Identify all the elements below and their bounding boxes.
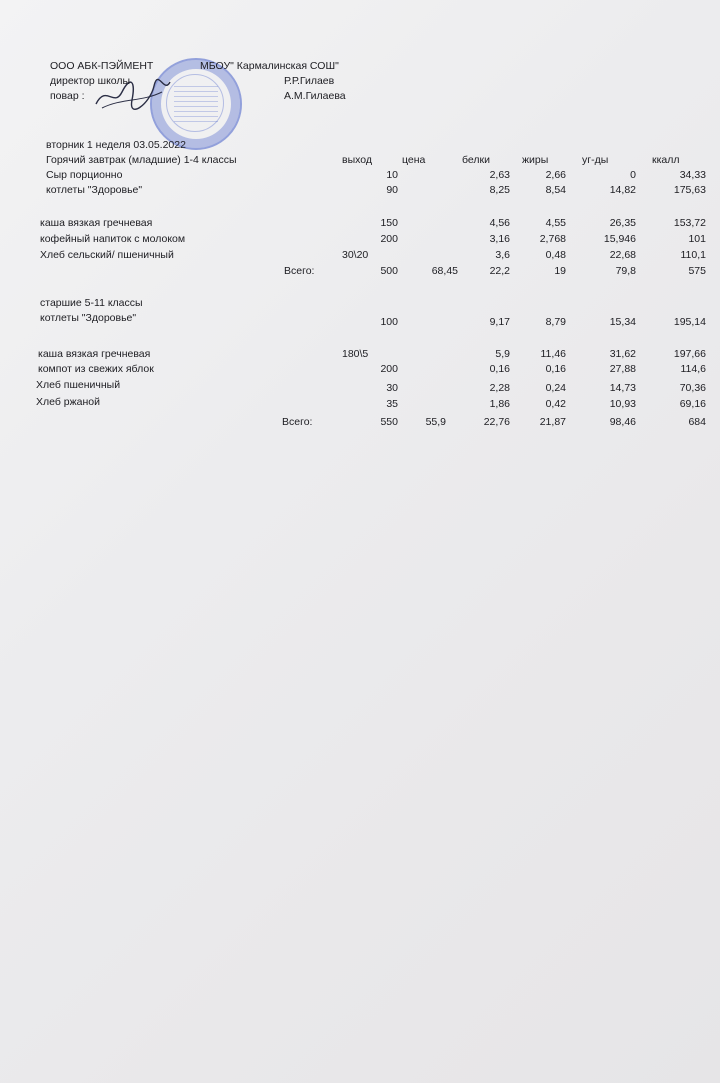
cell-kkal: 101 [688, 233, 706, 245]
cell-kkal: 114,6 [680, 363, 706, 375]
cell-belki: 2,28 [489, 382, 510, 394]
col-header-ugdy: уг-ды [582, 154, 609, 166]
cell-zhiry: 21,87 [539, 416, 566, 428]
cell-vykhod: 150 [380, 217, 398, 229]
cell-vykhod: 35 [386, 398, 398, 410]
col-header-cena: цена [402, 154, 426, 166]
cell-zhiry: 2,768 [539, 233, 566, 245]
cell-zhiry: 4,55 [545, 217, 566, 229]
cell-kkal: 195,14 [673, 316, 706, 328]
cell-ugdy: 0 [630, 169, 636, 181]
dish-name: компот из свежих яблок [38, 363, 154, 375]
cell-vykhod: 200 [380, 363, 398, 375]
cell-ugdy: 98,46 [609, 416, 636, 428]
cook-label: повар : [50, 90, 85, 102]
cell-zhiry: 8,79 [545, 316, 566, 328]
cell-kkal: 110,1 [680, 249, 706, 261]
cell-ugdy: 27,88 [609, 363, 636, 375]
cell-belki: 22,76 [483, 416, 510, 428]
dish-name: Хлеб сельский/ пшеничный [40, 249, 174, 261]
dish-name: котлеты "Здоровье" [40, 312, 137, 324]
dish-name: каша вязкая гречневая [38, 348, 151, 360]
cell-cena: 55,9 [425, 416, 446, 428]
cell-vykhod: 30\20 [342, 249, 369, 261]
director-label: директор школы [50, 75, 131, 87]
cell-belki: 9,17 [489, 316, 510, 328]
cell-ugdy: 14,82 [609, 184, 636, 196]
dish-name: Хлеб пшеничный [36, 379, 121, 391]
cell-cena: 68,45 [431, 265, 458, 277]
total-label: Всего: [284, 265, 315, 277]
dish-name: каша вязкая гречневая [40, 217, 153, 229]
cell-zhiry: 11,46 [540, 348, 566, 360]
cell-belki: 8,25 [489, 184, 510, 196]
cell-kkal: 69,16 [679, 398, 706, 410]
dish-name: кофейный напиток с молоком [40, 233, 186, 245]
cell-zhiry: 0,24 [545, 382, 566, 394]
cell-kkal: 34,33 [679, 169, 706, 181]
cell-vykhod: 90 [386, 184, 398, 196]
dish-name: Сыр порционно [46, 169, 123, 181]
cell-vykhod: 30 [386, 382, 398, 394]
cell-zhiry: 0,42 [545, 398, 566, 410]
cell-vykhod: 550 [380, 416, 398, 428]
school-name: МБОУ" Кармалинская СОШ" [200, 60, 339, 72]
cell-ugdy: 14,73 [609, 382, 636, 394]
company-name: ООО АБК-ПЭЙМЕНТ [50, 60, 154, 72]
col-header-vykhod: выход [342, 154, 372, 166]
cell-ugdy: 22,68 [609, 249, 636, 261]
cell-vykhod: 500 [380, 265, 398, 277]
cell-zhiry: 0,16 [545, 363, 566, 375]
cell-vykhod: 10 [386, 169, 398, 181]
cell-kkal: 175,63 [673, 184, 706, 196]
cell-kkal: 684 [688, 416, 706, 428]
cell-ugdy: 15,946 [603, 233, 636, 245]
cell-zhiry: 8,54 [545, 184, 566, 196]
cell-belki: 1,86 [489, 398, 510, 410]
cell-vykhod: 180\5 [342, 348, 369, 360]
cell-ugdy: 79,8 [615, 265, 636, 277]
cell-belki: 2,63 [489, 169, 510, 181]
director-name: Р.Р.Гилаев [284, 75, 335, 87]
col-header-zhiry: жиры [522, 154, 549, 166]
cell-kkal: 197,66 [673, 348, 706, 360]
junior-section-title: Горячий завтрак (младшие) 1-4 классы [46, 154, 237, 166]
col-header-belki: белки [462, 154, 490, 166]
dish-name: Хлеб ржаной [36, 396, 100, 408]
cell-vykhod: 100 [380, 316, 398, 328]
senior-section-title: старшие 5-11 классы [40, 297, 143, 309]
total-label: Всего: [282, 416, 313, 428]
cell-zhiry: 2,66 [545, 169, 566, 181]
col-header-kkal: ккалл [652, 154, 680, 166]
cell-belki: 5,9 [495, 348, 510, 360]
date-line: вторник 1 неделя 03.05.2022 [46, 139, 186, 151]
cell-ugdy: 15,34 [609, 316, 636, 328]
cell-belki: 4,56 [489, 217, 510, 229]
cell-ugdy: 10,93 [609, 398, 636, 410]
cell-belki: 0,16 [489, 363, 510, 375]
cell-vykhod: 200 [380, 233, 398, 245]
cell-kkal: 575 [688, 265, 706, 277]
cell-zhiry: 0,48 [545, 249, 566, 261]
dish-name: котлеты "Здоровье" [46, 184, 143, 196]
cell-belki: 22,2 [489, 265, 510, 277]
cell-kkal: 70,36 [679, 382, 706, 394]
cell-belki: 3,16 [489, 233, 510, 245]
cell-belki: 3,6 [495, 249, 510, 261]
cell-ugdy: 26,35 [609, 217, 636, 229]
cell-zhiry: 19 [554, 265, 566, 277]
cell-kkal: 153,72 [673, 217, 706, 229]
cook-name: А.М.Гилаева [284, 90, 346, 102]
cell-ugdy: 31,62 [609, 348, 636, 360]
